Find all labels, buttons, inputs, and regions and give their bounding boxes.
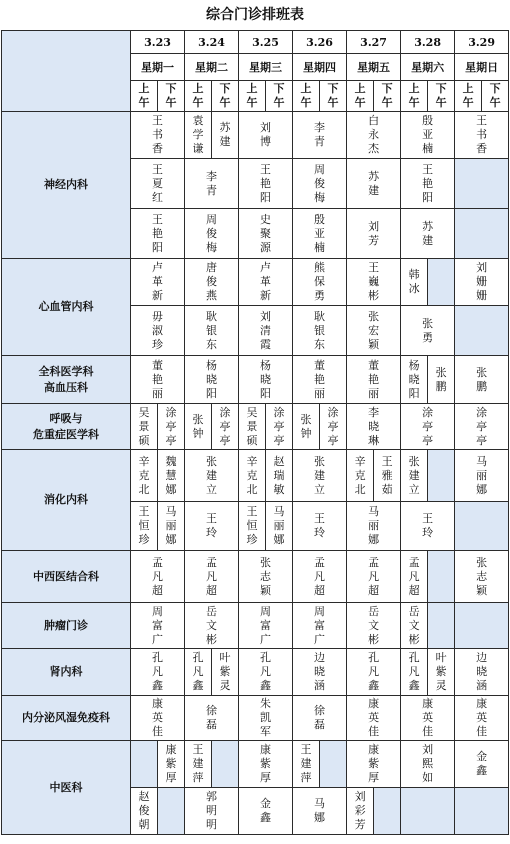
doctor-name: 毋 淑 珍 [152,309,163,351]
doctor-name: 周 富 广 [314,604,326,646]
pm-cell [212,81,239,112]
pm-cell [158,81,185,112]
schedule-cell [401,209,455,259]
schedule-cell [185,112,212,159]
doctor-name: 涂 亭 亭 [219,405,231,447]
dept-name: 心血管内科 [2,259,131,356]
dept-name: 神经内科 [2,112,131,259]
doctor-name: 孟 凡 超 [206,555,218,597]
doctor-name: 金 鑫 [260,797,272,824]
schedule-cell [455,603,509,649]
doctor-name: 张 建 立 [408,454,420,496]
schedule-cell [374,450,401,502]
date-cell: 3.28 [401,31,455,54]
doctor-name: 周 富 广 [260,604,272,646]
schedule-cell [131,259,185,306]
doctor-name: 王 恒 珍 [246,505,258,546]
dept-name: 消化内科 [2,450,131,551]
schedule-cell [185,788,239,835]
doctor-name: 董 艳 丽 [152,358,163,400]
am-label: 上 午 [462,82,474,109]
doctor-name: 王 艳 阳 [152,212,163,254]
doctor-name: 吴 景 硕 [246,405,258,447]
schedule-cell [455,551,509,603]
pm-cell [374,81,401,112]
doctor-name: 熊 保 勇 [314,261,326,302]
pm-cell [266,81,293,112]
header-corner [2,31,131,112]
doctor-name: 张 钟 [300,412,312,440]
weekday-cell: 星期六 [401,54,455,81]
schedule-cell [455,159,509,209]
doctor-name: 卢 革 新 [152,261,163,302]
schedule-cell [293,112,347,159]
schedule-cell [428,603,455,649]
schedule-cell [185,356,239,404]
doctor-name: 刘 清 霞 [260,309,272,351]
am-label: 上 午 [138,82,150,109]
doctor-name: 殷 亚 楠 [422,114,434,155]
schedule-cell [131,404,158,450]
doctor-name: 卢 革 新 [260,261,272,302]
weekday-cell: 星期四 [293,54,347,81]
doctor-name: 王 恒 珍 [138,505,150,546]
doctor-name: 王 艳 阳 [260,162,272,204]
schedule-cell [185,502,239,551]
page-title: 综合门诊排班表 [206,7,304,23]
doctor-name: 郭 明 明 [206,790,218,831]
doctor-name: 孔 凡 鑫 [368,651,380,692]
schedule-cell [401,450,428,502]
schedule-cell [347,696,401,741]
schedule-cell [185,450,239,502]
schedule-cell [401,259,428,306]
date-cell: 3.24 [185,31,239,54]
doctor-name: 张 志 颖 [260,555,272,597]
doctor-name: 杨 晓 阳 [408,358,420,400]
schedule-cell [347,551,401,603]
schedule-cell [131,502,158,551]
doctor-name: 王 雅 茹 [381,454,393,496]
pm-cell [428,81,455,112]
schedule-cell [185,259,239,306]
schedule-cell [239,306,293,356]
schedule-cell [239,450,266,502]
doctor-name: 涂 亭 亭 [273,405,285,447]
schedule-cell [401,112,455,159]
doctor-name: 孟 凡 超 [152,555,163,597]
schedule-cell [131,209,185,259]
schedule-cell [131,696,185,741]
schedule-cell [401,356,428,404]
schedule-cell [158,502,185,551]
schedule-cell [347,356,401,404]
schedule-cell [239,649,293,696]
am-cell [401,81,428,112]
doctor-name: 张 建 立 [314,454,326,496]
schedule-cell [185,159,239,209]
doctor-name: 董 艳 丽 [314,358,326,400]
doctor-name: 涂 亭 亭 [327,405,339,447]
doctor-name: 孟 凡 超 [314,555,326,597]
schedule-cell [347,649,401,696]
schedule-cell [158,741,185,788]
dept-name: 内分泌风湿免疫科 [2,696,131,741]
doctor-name: 史 聚 源 [260,212,272,254]
schedule-cell [293,356,347,404]
doctor-name: 康 英 佳 [152,697,163,738]
doctor-name: 苏 建 [368,169,380,197]
doctor-name: 赵 俊 朝 [138,790,150,831]
doctor-name: 孟 凡 超 [408,555,420,597]
schedule-cell [131,450,158,502]
schedule-cell [401,404,455,450]
pm-label: 下 午 [327,82,339,109]
doctor-name: 岳 文 彬 [408,604,420,646]
schedule-cell [185,649,212,696]
pm-label: 下 午 [435,82,447,109]
date-cell: 3.26 [293,31,347,54]
schedule-cell [347,159,401,209]
schedule-cell [239,788,293,835]
date-cell: 3.23 [131,31,185,54]
schedule-cell [266,502,293,551]
schedule-cell [455,306,509,356]
doctor-name: 韩 冰 [408,268,420,295]
schedule-cell [347,209,401,259]
schedule-cell [455,649,509,696]
doctor-name: 辛 克 北 [138,454,150,496]
schedule-cell [428,450,455,502]
schedule-cell [401,551,428,603]
schedule-cell [131,551,185,603]
schedule-cell [293,603,347,649]
dept-name: 肾内科 [2,649,131,696]
doctor-name: 吴 景 硕 [138,405,150,447]
doctor-name: 康 英 佳 [422,697,434,738]
schedule-cell [455,356,509,404]
dept-name: 全科医学科 高血压科 [2,356,131,404]
schedule-cell [293,159,347,209]
schedule-cell [185,551,239,603]
schedule-cell [455,259,509,306]
schedule-cell [239,551,293,603]
doctor-name: 唐 俊 燕 [206,261,218,302]
doctor-name: 马 娜 [314,797,326,824]
am-cell [131,81,158,112]
am-label: 上 午 [354,82,366,109]
schedule-cell [131,788,158,835]
doctor-name: 王 艳 阳 [422,162,434,204]
am-cell [347,81,374,112]
doctor-name: 张 建 立 [206,454,218,496]
schedule-cell [239,159,293,209]
schedule-cell [131,306,185,356]
schedule-cell [185,404,212,450]
doctor-name: 张 宏 颖 [368,309,380,351]
doctor-name: 康 英 佳 [476,697,488,738]
pm-label: 下 午 [381,82,393,109]
am-label: 上 午 [246,82,258,109]
doctor-name: 王 书 香 [152,114,163,155]
doctor-name: 周 俊 梅 [314,162,326,204]
weekday-cell: 星期二 [185,54,239,81]
doctor-name: 康 英 佳 [368,697,380,738]
doctor-name: 王 巍 彬 [368,261,380,302]
weekday-cell: 星期日 [455,54,509,81]
schedule-cell [131,356,185,404]
doctor-name: 康 紫 厚 [368,743,380,784]
doctor-name: 康 紫 厚 [165,743,177,784]
doctor-name: 王 书 香 [476,114,488,155]
schedule-cell [131,741,158,788]
schedule-cell [185,209,239,259]
doctor-name: 徐 磊 [206,704,218,731]
schedule-cell [455,209,509,259]
schedule-cell [212,404,239,450]
schedule-cell [347,603,401,649]
date-cell: 3.25 [239,31,293,54]
schedule-cell [293,450,347,502]
am-cell [239,81,266,112]
schedule-cell [293,209,347,259]
schedule-cell [374,788,401,835]
doctor-name: 刘 博 [260,121,272,148]
doctor-name: 叶 紫 灵 [435,651,447,692]
schedule-cell [239,603,293,649]
doctor-name: 魏 慧 娜 [165,454,177,496]
schedule-cell [401,306,455,356]
schedule-cell [131,649,185,696]
doctor-name: 张 志 颖 [476,555,488,597]
schedule-cell [455,696,509,741]
doctor-name: 王 玲 [206,512,218,539]
schedule-cell [212,112,239,159]
schedule-cell [185,696,239,741]
doctor-name: 周 富 广 [152,604,163,646]
am-label: 上 午 [408,82,420,109]
schedule-cell [401,741,455,788]
schedule-cell [212,741,239,788]
schedule-cell [428,259,455,306]
doctor-name: 辛 克 北 [246,454,258,496]
doctor-name: 徐 磊 [314,704,326,731]
schedule-cell [428,356,455,404]
doctor-name: 涂 亭 亭 [422,405,434,447]
schedule-cell [158,404,185,450]
schedule-cell [239,502,266,551]
schedule-cell [158,788,185,835]
schedule-cell [212,649,239,696]
doctor-name: 张 勇 [422,316,434,344]
schedule-cell [266,450,293,502]
doctor-name: 王 玲 [314,512,326,539]
schedule-cell [293,306,347,356]
date-cell: 3.29 [455,31,509,54]
schedule-cell [131,603,185,649]
am-cell [185,81,212,112]
am-label: 上 午 [192,82,204,109]
doctor-name: 李 青 [206,169,218,197]
dept-name: 中医科 [2,741,131,835]
schedule-cell [293,404,320,450]
schedule-cell [320,741,347,788]
pm-cell [482,81,509,112]
doctor-name: 赵 瑞 敏 [273,454,285,496]
schedule-cell [347,259,401,306]
doctor-name: 王 建 萍 [300,743,312,784]
schedule-cell [347,741,401,788]
schedule-cell [266,404,293,450]
doctor-name: 李 晓 琳 [368,405,380,447]
schedule-cell [293,696,347,741]
schedule-cell [185,306,239,356]
schedule-cell [131,159,185,209]
doctor-name: 李 青 [314,121,326,148]
dept-name: 呼吸与 危重症医学科 [2,404,131,450]
schedule-cell [347,306,401,356]
pm-label: 下 午 [219,82,231,109]
doctor-name: 边 晓 涵 [476,651,488,692]
schedule-cell [239,404,266,450]
dept-name: 肿瘤门诊 [2,603,131,649]
schedule-cell [401,603,428,649]
schedule-cell [455,502,509,551]
doctor-name: 朱 凯 军 [260,697,272,738]
dept-name: 中西医结合科 [2,551,131,603]
doctor-name: 边 晓 涵 [314,651,326,692]
doctor-name: 孔 凡 鑫 [192,651,204,692]
schedule-cell [131,112,185,159]
doctor-name: 耿 银 东 [314,309,326,351]
schedule-cell [239,259,293,306]
schedule-cell [455,741,509,788]
doctor-name: 孟 凡 超 [368,555,380,597]
schedule-cell [293,551,347,603]
doctor-name: 张 鹏 [435,365,447,393]
schedule-cell [239,356,293,404]
doctor-name: 殷 亚 楠 [314,212,326,254]
doctor-name: 岳 文 彬 [206,604,218,646]
doctor-name: 耿 银 东 [206,309,218,351]
schedule-table [1,30,509,835]
schedule-cell [185,741,212,788]
schedule-cell [401,696,455,741]
schedule-cell [158,450,185,502]
doctor-name: 岳 文 彬 [368,604,380,646]
doctor-name: 周 俊 梅 [206,212,218,254]
schedule-cell [347,404,401,450]
schedule-cell [239,112,293,159]
pm-label: 下 午 [273,82,285,109]
doctor-name: 董 艳 丽 [368,358,380,400]
doctor-name: 辛 克 北 [354,454,366,496]
doctor-name: 白 永 杰 [368,114,380,155]
weekday-cell: 星期一 [131,54,185,81]
schedule-cell [347,112,401,159]
date-cell: 3.27 [347,31,401,54]
doctor-name: 刘 姗 姗 [476,261,488,302]
schedule-cell [293,259,347,306]
doctor-name: 涂 亭 亭 [476,405,488,447]
doctor-name: 杨 晓 阳 [260,358,272,400]
doctor-name: 叶 紫 灵 [219,651,231,692]
weekday-cell: 星期五 [347,54,401,81]
doctor-name: 袁 学 谦 [192,114,204,155]
schedule-cell [455,450,509,502]
schedule-cell [347,502,401,551]
doctor-name: 苏 建 [219,121,231,148]
schedule-cell [455,788,509,835]
schedule-cell [293,649,347,696]
pm-label: 下 午 [489,82,501,109]
doctor-name: 康 紫 厚 [260,743,272,784]
schedule-cell [239,696,293,741]
am-label: 上 午 [300,82,312,109]
schedule-cell [455,404,509,450]
schedule-cell [239,741,293,788]
doctor-name: 孔 凡 鑫 [408,651,420,692]
schedule-cell [293,788,347,835]
schedule-cell [320,404,347,450]
doctor-name: 王 玲 [422,512,434,539]
doctor-name: 马 丽 娜 [165,505,177,546]
schedule-cell [455,112,509,159]
doctor-name: 王 夏 红 [152,162,163,204]
pm-cell [320,81,347,112]
schedule-cell [401,788,455,835]
schedule-cell [428,551,455,603]
doctor-name: 杨 晓 阳 [206,358,218,400]
doctor-name: 马 丽 娜 [368,505,380,546]
doctor-name: 孔 凡 鑫 [152,651,163,692]
schedule-cell [401,502,455,551]
schedule-cell [185,603,239,649]
doctor-name: 孔 凡 鑫 [260,651,272,692]
doctor-name: 苏 建 [422,219,434,247]
doctor-name: 马 丽 娜 [273,505,285,546]
doctor-name: 张 鹏 [476,365,488,393]
doctor-name: 刘 彩 芳 [354,790,366,831]
am-cell [455,81,482,112]
am-cell [293,81,320,112]
schedule-cell [347,450,374,502]
doctor-name: 刘 芳 [368,219,380,247]
pm-label: 下 午 [165,82,177,109]
weekday-cell: 星期三 [239,54,293,81]
doctor-name: 张 钟 [192,412,204,440]
schedule-cell [401,159,455,209]
schedule-cell [239,209,293,259]
doctor-name: 王 建 萍 [192,743,204,784]
schedule-cell [428,649,455,696]
doctor-name: 马 丽 娜 [476,454,488,496]
schedule-cell [347,788,374,835]
doctor-name: 刘 熙 如 [422,743,434,784]
schedule-cell [293,502,347,551]
schedule-cell [293,741,320,788]
doctor-name: 金 鑫 [476,750,488,777]
schedule-cell [401,649,428,696]
doctor-name: 涂 亭 亭 [165,405,177,447]
